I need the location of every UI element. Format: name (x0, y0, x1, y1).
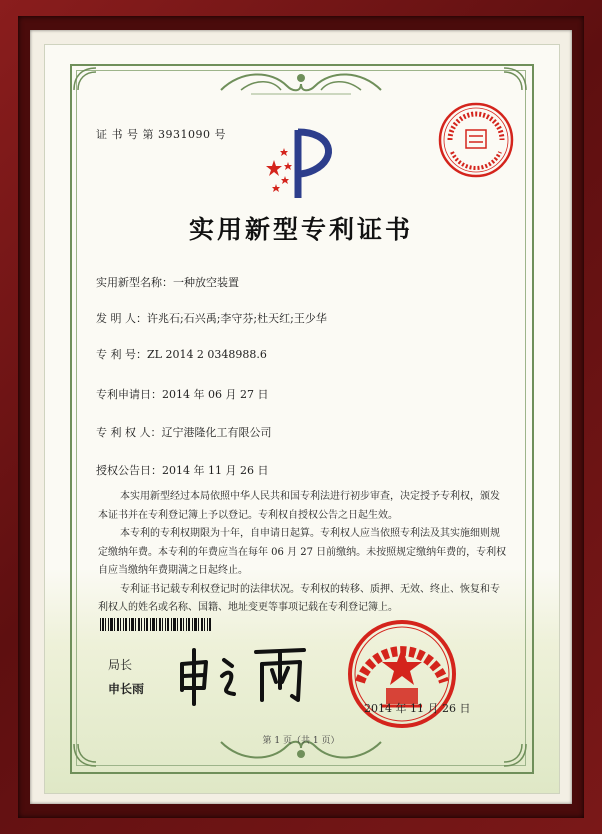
field-value: 一种放空装置 (173, 276, 239, 289)
corner-ornament-icon (72, 66, 98, 92)
page-number: 第 1 页（共 1 页） (262, 736, 340, 746)
certificate-number (96, 126, 226, 142)
director-title: 局长 (108, 658, 133, 672)
barcode-icon (100, 618, 212, 631)
certificate-number-label: 证 书 号 第 (96, 128, 154, 141)
field-label: 专利申请日： (96, 388, 162, 401)
field-label: 授权公告日： (96, 464, 162, 477)
field-label: 专 利 号： (96, 348, 147, 361)
field-patent-number (96, 346, 267, 362)
body-paragraph: 专利证书记载专利权登记时的法律状况。专利权的转移、质押、无效、终止、恢复和专利权人的姓名或名称、国籍、地址变更等事项记载在专利登记簿上。 (98, 583, 500, 613)
body-paragraph: 本专利的专利权期限为十年，自申请日起算。专利权人应当依照专利法及其实施细则规定缴纳年费。本专利的年费应当在每年 06 月 27 日前缴纳。未按照规定缴纳年费的，专利权自应当缴纳年费期满之日起终止。 (98, 528, 507, 576)
field-patentee (96, 424, 272, 440)
field-label: 实用新型名称： (96, 276, 173, 289)
field-value: 辽宁港隆化工有限公司 (161, 426, 272, 439)
corner-ornament-icon (502, 66, 528, 92)
field-value: 许兆石;石兴禹;李守芬;杜天红;王少华 (147, 312, 327, 325)
field-label: 发 明 人： (96, 312, 147, 325)
field-inventors (96, 310, 327, 326)
field-label: 专 利 权 人： (96, 426, 162, 439)
field-application-date (96, 386, 268, 402)
director-signature (172, 642, 312, 708)
field-value: ZL 2014 2 0348988.6 (147, 348, 267, 361)
patent-office-logo-icon (254, 124, 344, 204)
director-name: 申长雨 (108, 682, 145, 696)
field-utility-model-name (96, 274, 239, 290)
field-value: 2014 年 11 月 26 日 (162, 464, 269, 477)
certificate-title: 实用新型专利证书 (188, 215, 413, 244)
top-ornament-icon (211, 66, 391, 100)
seal-date: 2014 年 11 月 26 日 (364, 702, 471, 715)
field-value: 2014 年 06 月 27 日 (162, 388, 269, 401)
certificate-body (98, 488, 508, 618)
field-grant-date (96, 462, 268, 478)
tax-stamp-icon (436, 100, 516, 180)
certificate-number-value: 3931090 (158, 128, 211, 141)
body-paragraph: 本实用新型经过本局依照中华人民共和国专利法进行初步审查，决定授予专利权，颁发本证书并在专利登记簿上予以登记。专利权自授权公告之日起生效。 (98, 491, 500, 521)
certificate-number-suffix: 号 (214, 128, 226, 141)
